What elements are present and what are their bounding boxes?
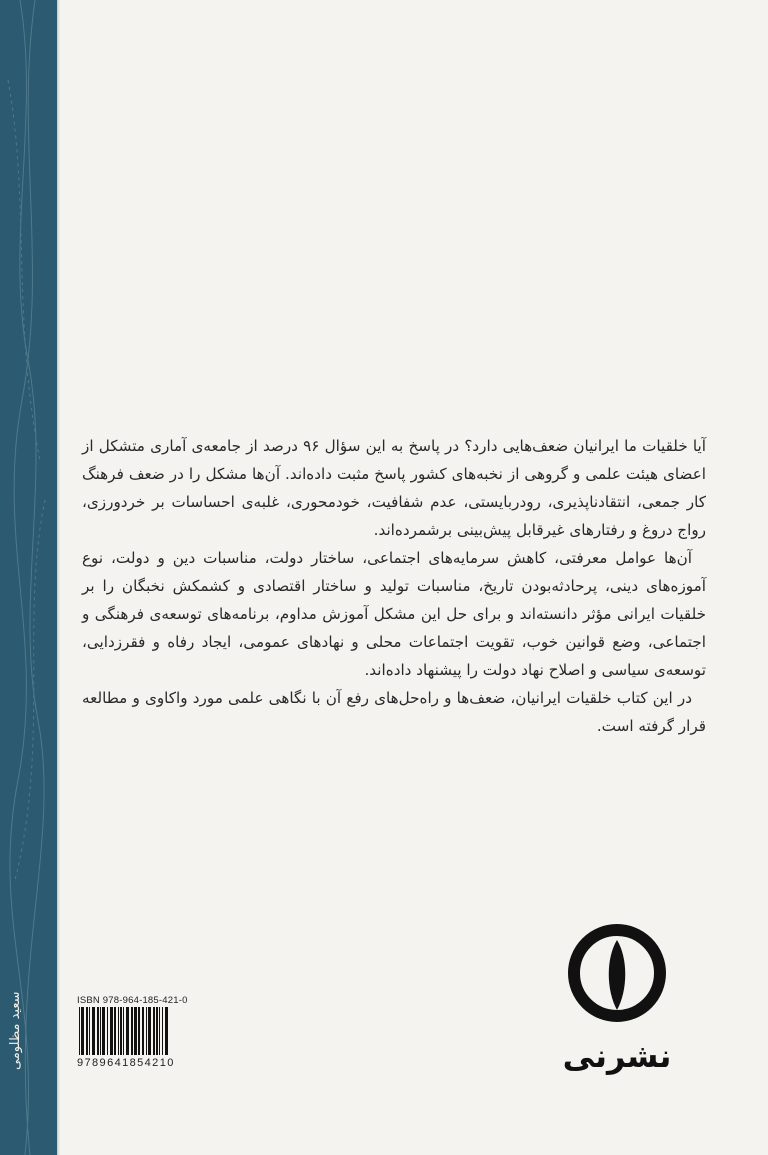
barcode-bar xyxy=(138,1007,140,1055)
isbn-barcode-block xyxy=(77,995,237,1072)
barcode-bar xyxy=(79,1007,80,1055)
barcode-bar xyxy=(118,1007,119,1055)
barcode-bar xyxy=(97,1007,99,1055)
back-cover-blurb xyxy=(82,432,706,740)
barcode-bar xyxy=(123,1007,124,1055)
barcode-digits: 9789641854210 xyxy=(77,1057,175,1069)
barcode-bar xyxy=(114,1007,116,1055)
barcode-bar xyxy=(134,1007,137,1055)
barcode-bar xyxy=(120,1007,122,1055)
barcode-bar xyxy=(107,1007,108,1055)
book-spine xyxy=(0,0,57,1155)
barcode-bar xyxy=(81,1007,84,1055)
barcode-bar xyxy=(131,1007,133,1055)
barcode-bar xyxy=(92,1007,95,1055)
publisher-name: نشرنی xyxy=(562,1037,672,1075)
barcode-bar xyxy=(86,1007,88,1055)
barcode-bar xyxy=(148,1007,151,1055)
barcode-bar xyxy=(159,1007,160,1055)
barcode-bar xyxy=(89,1007,90,1055)
barcode-bar xyxy=(142,1007,144,1055)
isbn-label: ISBN 978-964-185-421-0 xyxy=(77,995,188,1006)
barcode-bar xyxy=(162,1007,163,1055)
barcode-bar xyxy=(110,1007,113,1055)
barcode-bar xyxy=(165,1007,168,1055)
barcode-icon xyxy=(77,1007,237,1057)
barcode-bar xyxy=(156,1007,158,1055)
barcode-bar xyxy=(126,1007,129,1055)
spine-signature: سعید مظلومی xyxy=(8,991,23,1070)
barcode-bar xyxy=(102,1007,105,1055)
ney-publisher-logo-icon xyxy=(562,918,672,1038)
barcode-bar xyxy=(100,1007,101,1055)
barcode-bar xyxy=(153,1007,155,1055)
barcode-bar xyxy=(146,1007,147,1055)
blurb-paragraph: در این کتاب خلقیات ایرانیان، ضعف‌ها و راه‌حل‌های رفع آن با نگاهی علمی مورد واکاوی و مطالعه قرار گرفته است. xyxy=(82,689,706,735)
blurb-paragraph: آیا خلقیات ما ایرانیان ضعف‌هایی دارد؟ در پاسخ به این سؤال ۹۶ درصد از جامعه‌ی آماری متشکل از اعضای هیئت علمی و گروهی از نخبه‌های کشور پاسخ مثبت داده‌اند. آن‌ها مشکل را در ضعف فرهنگ کار جمعی، انتقادناپذیری، رودربایستی، عدم شفافیت، خودمحوری، غلبه‌ی احساسات بر خردورزی، رواج دروغ و رفتارهای غیرقابل پیش‌بینی برشمرده‌اند. xyxy=(82,437,706,539)
blurb-paragraph: آن‌ها عوامل معرفتی، کاهش سرمایه‌های اجتماعی، ساختار دولت، مناسبات دین و دولت، نوع آموزه‌های دینی، پرحادثه‌بودن تاریخ، مناسبات تولید و ساختار اقتصادی و کشمکش نخبگان را بر خلقیات ایرانی مؤثر دانسته‌اند و برای حل این مشکل آموزش مداوم، برنامه‌های توسعه‌ی فرهنگی و اجتماعی، وضع قوانین خوب، تقویت اجتماعات محلی و نهادهای عمومی، ایجاد رفاه و فقرزدایی، توسعه‌ی سیاسی و اصلاح نهاد دولت را پیشنهاد داده‌اند. xyxy=(82,549,706,679)
